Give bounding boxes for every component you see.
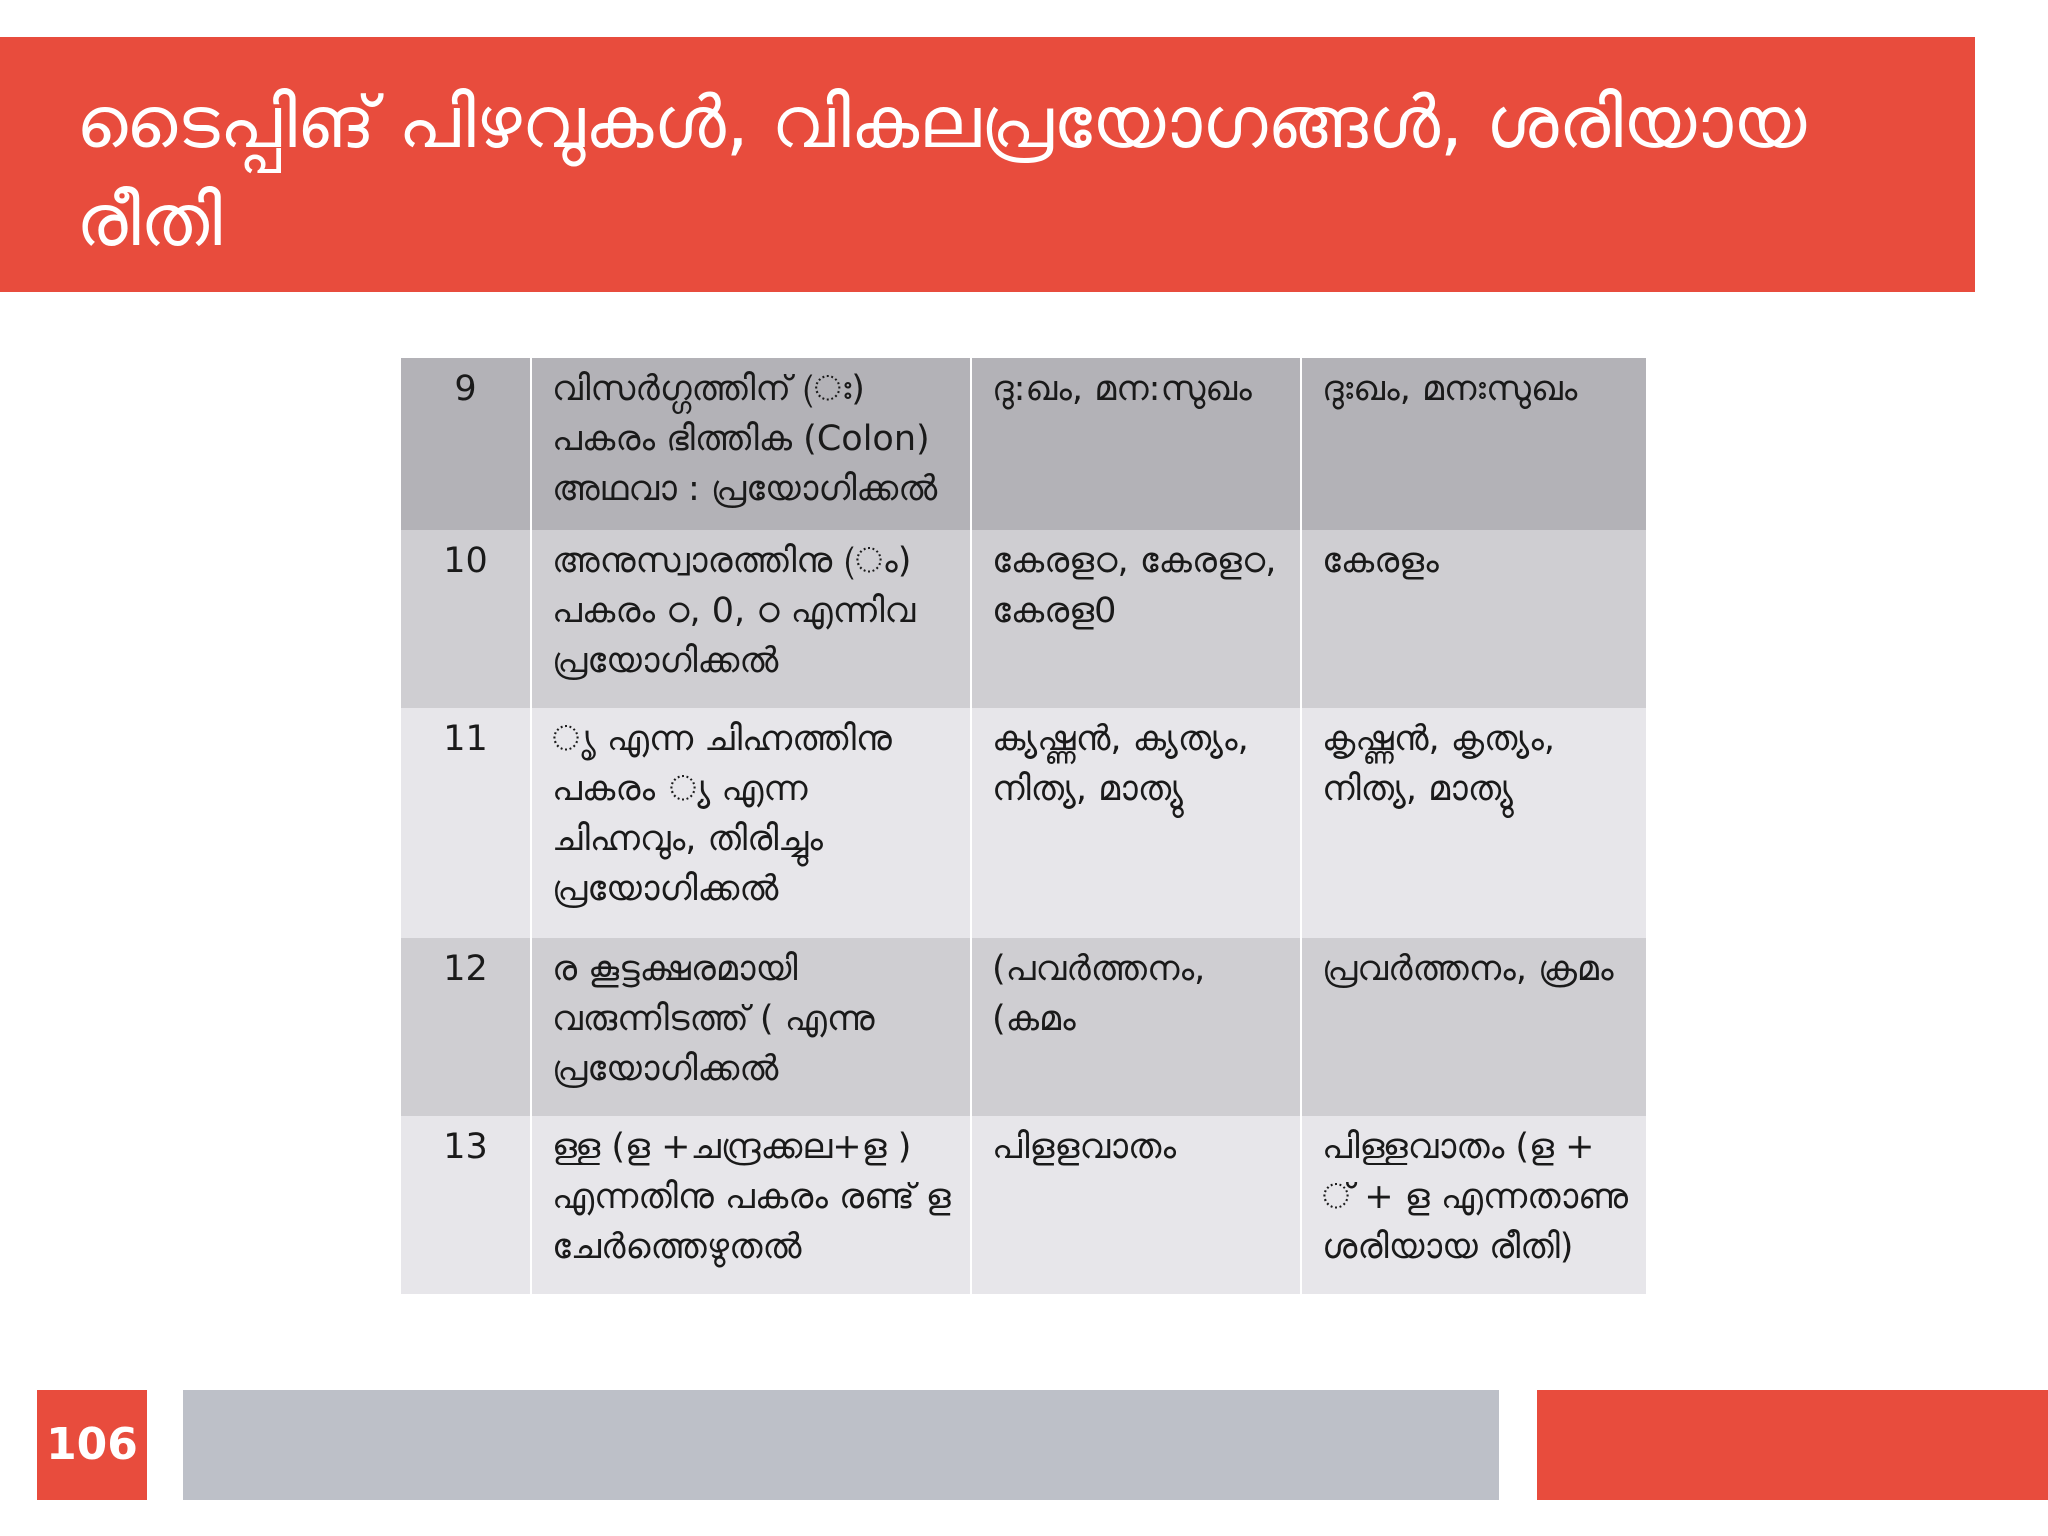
error-description: വിസർഗ്ഗത്തിന് (ഃ) പകരം ഭിത്തിക (Colon) അഥവാ : പ്രയോഗിക്കൽ — [531, 358, 971, 530]
title-banner — [0, 37, 1975, 292]
wrong-usage: പിളളവാതം — [971, 1116, 1301, 1294]
row-number: 11 — [401, 708, 531, 938]
footer-grey-bar — [183, 1390, 1499, 1500]
wrong-usage: ക്യഷ്ണൻ, ക്യത്യം, നിത്യ, മാത്യു — [971, 708, 1301, 938]
error-description: ൃ എന്ന ചിഹ്നത്തിനു പകരം ്യ എന്ന ചിഹ്നവും, തിരിച്ചും പ്രയോഗിക്കൽ — [531, 708, 971, 938]
row-number: 10 — [401, 530, 531, 708]
wrong-usage: (പവർത്തനം, (കമം — [971, 938, 1301, 1116]
wrong-usage: കേരളഠ, കേരളഠ, കേരള0 — [971, 530, 1301, 708]
correct-usage: കേരളം — [1301, 530, 1646, 708]
typing-errors-table-container — [401, 358, 1646, 1294]
table-row — [401, 530, 1646, 708]
table-row — [401, 938, 1646, 1116]
error-description: അനുസ്വാരത്തിനു (ം) പകരം ഠ, 0, ഠ എന്നിവ പ്രയോഗിക്കൽ — [531, 530, 971, 708]
correct-usage: പിള്ളവാതം (ള + ് + ള എന്നതാണു ശരിയായ രീതി) — [1301, 1116, 1646, 1294]
table-row — [401, 708, 1646, 938]
table-row — [401, 1116, 1646, 1294]
row-number: 13 — [401, 1116, 531, 1294]
correct-usage: പ്രവർത്തനം, ക്രമം — [1301, 938, 1646, 1116]
slide-title: ടൈപ്പിങ് പിഴവുകൾ, വികലപ്രയോഗങ്ങൾ, ശരിയായ രീതി — [76, 80, 1807, 262]
row-number: 12 — [401, 938, 531, 1116]
typing-errors-table — [401, 358, 1646, 1294]
error-description: ള്ള (ള +ചന്ദ്രക്കല+ള ) എന്നതിനു പകരം രണ്ട് ള ചേർത്തെഴുതൽ — [531, 1116, 971, 1294]
correct-usage: ദുഃഖം, മനഃസുഖം — [1301, 358, 1646, 530]
table-row — [401, 358, 1646, 530]
page-number: 106 — [37, 1390, 147, 1500]
footer-accent-bar — [1537, 1390, 2048, 1500]
wrong-usage: ദു:ഖം, മന:സുഖം — [971, 358, 1301, 530]
row-number: 9 — [401, 358, 531, 530]
correct-usage: കൃഷ്ണൻ, കൃത്യം, നിത്യ, മാത്യു — [1301, 708, 1646, 938]
error-description: ര കൂട്ടക്ഷരമായി വരുന്നിടത്ത് ( എന്നു പ്രയോഗിക്കൽ — [531, 938, 971, 1116]
